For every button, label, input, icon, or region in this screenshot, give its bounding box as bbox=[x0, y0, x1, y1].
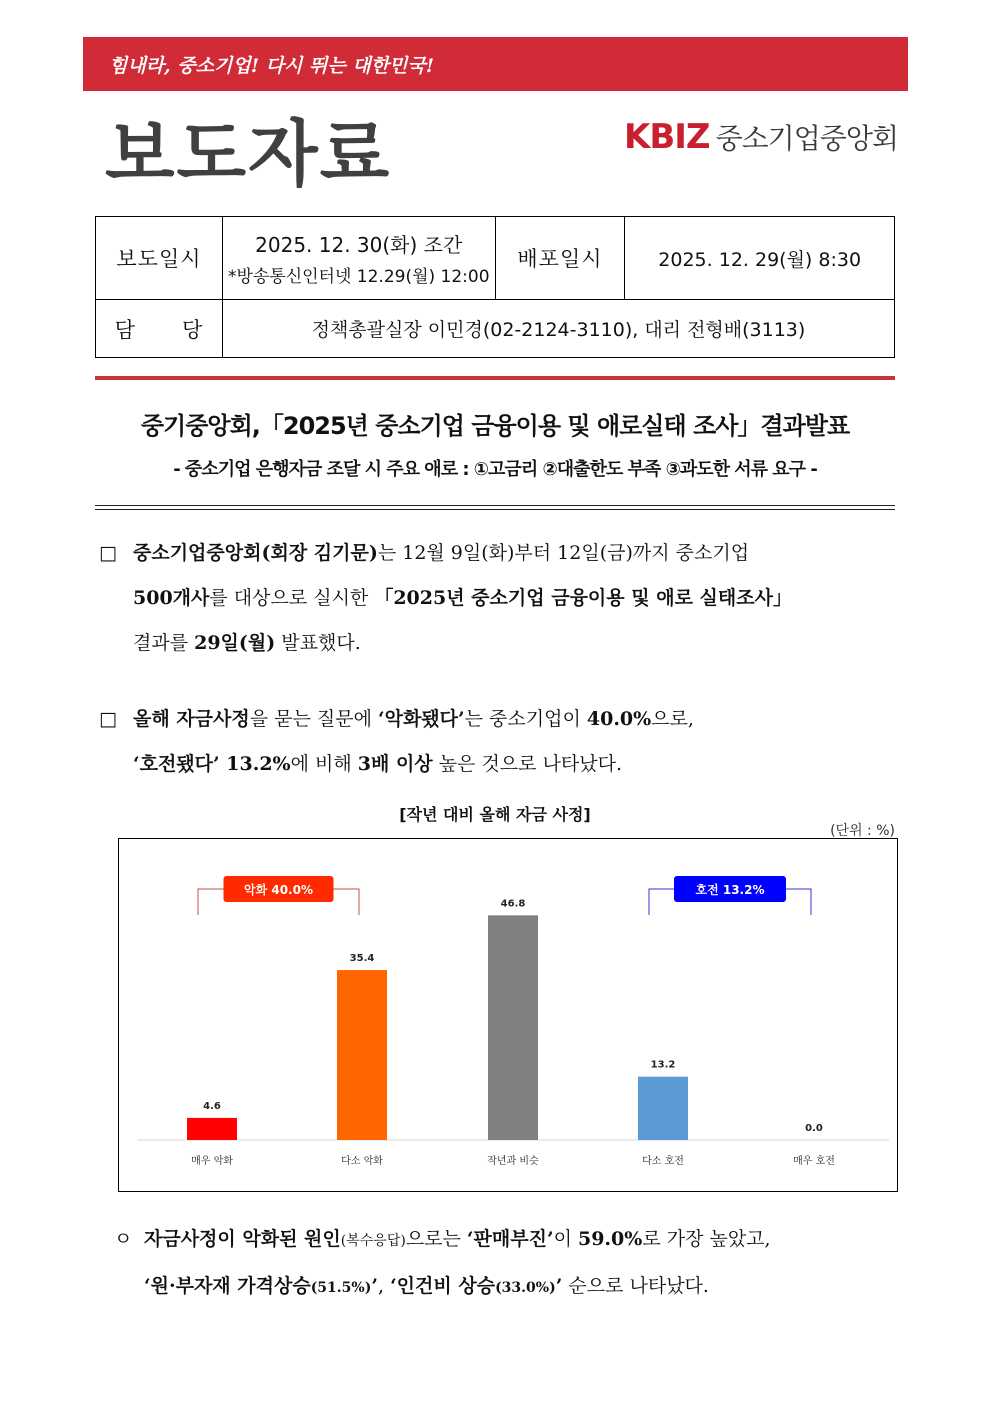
press-release-title: 보도자료 bbox=[105, 112, 392, 196]
paragraph-2-line-2: ‘호전됐다’ 13.2%에 비해 3배 이상 높은 것으로 나타났다. bbox=[133, 753, 623, 775]
chart-svg bbox=[119, 839, 897, 1191]
paragraph-3 bbox=[110, 1217, 900, 1311]
paragraph-1-line-2: 500개사를 대상으로 실시한 「2025년 중소기업 금융이용 및 애로 실태조사」 bbox=[133, 587, 792, 609]
paragraph-1-line-3: 결과를 29일(월) 발표했다. bbox=[133, 632, 361, 654]
paragraph-2-line-1: 올해 자금사정을 묻는 질문에 ‘악화됐다’는 중소기업이 40.0%으로, bbox=[133, 708, 694, 730]
double-divider bbox=[95, 505, 895, 510]
slogan-banner bbox=[83, 37, 908, 91]
chart-unit: (단위 : %) bbox=[830, 823, 895, 839]
bar-2 bbox=[337, 970, 387, 1140]
bar-1 bbox=[187, 1118, 237, 1140]
release-date-label: 보도일시 bbox=[96, 217, 223, 300]
slogan-text: 힘내라, 중소기업! 다시 뛰는 대한민국! bbox=[109, 55, 435, 77]
fund-status-chart bbox=[118, 838, 898, 1192]
contact-label: 담 당 bbox=[96, 300, 223, 358]
paragraph-1 bbox=[95, 531, 895, 666]
headline: 중기중앙회,「2025년 중소기업 금융이용 및 애로실태 조사」결과발표 bbox=[140, 412, 850, 440]
paragraph-3-line-2: ‘원·부자재 가격상승(51.5%)’, ‘인건비 상승(33.0%)’ 순으로 나타났다. bbox=[144, 1275, 709, 1297]
data-label-5: 0.0 bbox=[805, 1123, 823, 1134]
category-label-2: 다소 악화 bbox=[341, 1156, 383, 1167]
data-label-4: 13.2 bbox=[650, 1059, 676, 1071]
release-date-note: *방송통신인터넷 12.29(월) 12:00 bbox=[227, 267, 490, 287]
square-bullet: □ bbox=[99, 542, 117, 564]
category-label-3: 작년과 비슷 bbox=[487, 1156, 539, 1167]
category-label-5: 매우 호전 bbox=[793, 1156, 835, 1167]
bar-3 bbox=[488, 915, 538, 1140]
release-info-table bbox=[95, 216, 895, 358]
bar-4 bbox=[638, 1077, 688, 1140]
annotation-label-1: 악화 40.0% bbox=[244, 883, 313, 897]
paragraph-1-line-1: 중소기업중앙회(회장 김기문)는 12월 9일(화)부터 12일(금)까지 중소기업 bbox=[133, 542, 750, 564]
annotation-label-2: 호전 13.2% bbox=[695, 883, 765, 897]
kbiz-logo bbox=[624, 117, 898, 157]
paragraph-3-line-1: 자금사정이 악화된 원인(복수응답)으로는 ‘판매부진’이 59.0%로 가장 높았고, bbox=[144, 1228, 771, 1250]
logo-name: 중소기업중앙회 bbox=[715, 122, 898, 155]
contact-value: 정책총괄실장 이민경(02-2124-3110), 대리 전형배(3113) bbox=[222, 300, 894, 358]
sub-headline: - 중소기업 은행자금 조달 시 주요 애로 : ①고금리 ②대출한도 부족 ③과도한 서류 요구 - bbox=[173, 459, 817, 480]
release-date-value: 2025. 12. 30(화) 조간 bbox=[255, 233, 463, 257]
circle-bullet: ㅇ bbox=[114, 1228, 133, 1250]
distribution-date-value: 2025. 12. 29(월) 8:30 bbox=[625, 217, 895, 300]
category-label-1: 매우 악화 bbox=[191, 1156, 233, 1167]
category-label-4: 다소 호전 bbox=[642, 1156, 684, 1167]
paragraph-2 bbox=[95, 697, 895, 787]
data-label-3: 46.8 bbox=[500, 898, 526, 910]
red-divider bbox=[95, 376, 895, 380]
data-label-1: 4.6 bbox=[203, 1100, 221, 1112]
data-label-2: 35.4 bbox=[349, 953, 375, 965]
distribution-date-label: 배포일시 bbox=[495, 217, 625, 300]
chart-caption: [작년 대비 올해 자금 사정] bbox=[399, 805, 591, 824]
logo-mark: KBIZ bbox=[624, 117, 710, 157]
square-bullet: □ bbox=[99, 708, 117, 730]
release-date-cell bbox=[222, 217, 495, 300]
